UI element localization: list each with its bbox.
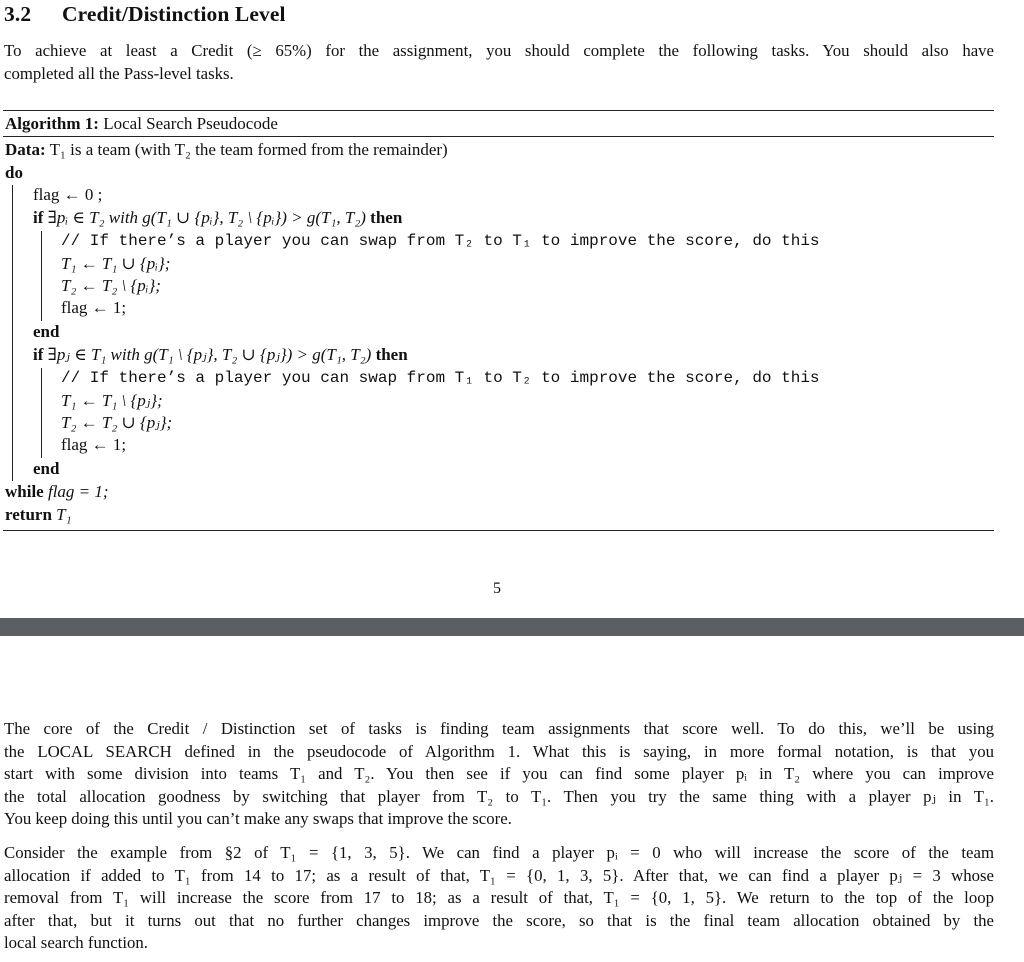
return-value: T₁ — [56, 505, 72, 524]
algorithm-box — [3, 110, 994, 531]
page-number: 5 — [493, 580, 501, 597]
if2-end: end — [33, 459, 60, 478]
if2-flag-set: flag ← 1; — [61, 435, 127, 454]
if1-stmt2: T₂ ← T₂ \ {pᵢ}; — [61, 276, 161, 295]
if1-end: end — [33, 322, 60, 341]
paragraph-line: The core of the Credit / Distinction set of tasks is finding team assignments that score well. To do this, we’ll be using — [4, 719, 994, 738]
paragraph-line: after that, but it turns out that no further changes improve the score, so that is the final team allocation obtained by the — [4, 910, 994, 930]
if-keyword: if — [33, 345, 44, 364]
paragraph-line: Consider the example from §2 of T₁ = {1, 3, 5}. We can find a player pᵢ = 0 who will increase the score of the team — [4, 843, 994, 862]
if1-block-rule — [41, 231, 42, 321]
if1-condition: ∃pᵢ ∈ T₂ with g(T₁ ∪ {pᵢ}, T₂ \ {pᵢ}) > g(T₁, T₂) — [47, 208, 366, 227]
if-keyword: if — [33, 208, 44, 227]
data-label: Data: — [5, 140, 46, 159]
then-keyword: then — [375, 345, 408, 364]
paragraph-line: local search function. — [4, 933, 148, 953]
if2-block-rule — [41, 368, 42, 458]
intro-paragraph — [4, 40, 994, 85]
if2-stmt1: T₁ ← T₁ \ {pⱼ}; — [61, 391, 163, 410]
do-block-rule — [12, 185, 13, 481]
if1-stmt1: T₁ ← T₁ ∪ {pᵢ}; — [61, 254, 171, 273]
intro-line: completed all the Pass-level tasks. — [4, 63, 234, 83]
algorithm-caption-title: Local Search Pseudocode — [103, 114, 278, 133]
do-keyword: do — [5, 163, 23, 182]
comment2-line: // If there’s a player you can swap from T₁ to T₂ to improve the score, do this — [61, 369, 820, 387]
if2-condition: ∃pⱼ ∈ T₁ with g(T₁ \ {pⱼ}, T₂ ∪ {pⱼ}) > g(T₁, T₂) — [47, 345, 372, 364]
algorithm-data-line — [5, 139, 448, 161]
caption-divider — [3, 136, 994, 137]
comment1-line: // If there’s a player you can swap from T₂ to T₁ to improve the score, do this — [61, 232, 820, 250]
paragraph-line: the total allocation goodness by switching that player from T₂ to T₁. Then you try the same thing with a player pⱼ in T₁. — [4, 786, 994, 806]
data-text: T₁ is a team (with T₂ the team formed from the remainder) — [49, 140, 448, 159]
paragraph-line: You keep doing this until you can’t make any swaps that improve the score. — [4, 809, 512, 829]
paragraph-line: start with some division into teams T₁ and T₂. You then see if you can find some player pᵢ in T₂ where you can improve — [4, 764, 994, 784]
paragraph-line: the LOCAL SEARCH defined in the pseudocode of Algorithm 1. What this is saying, in more formal notation, is that you — [4, 741, 994, 761]
paragraph-line: removal from T₁ will increase the score from 17 to 18; as a result of that, T₁ = {0, 1, 5}. We return to the top of the loop — [4, 888, 994, 908]
if2-line — [33, 344, 408, 366]
paragraph-line: allocation if added to T₁ from 14 to 17; as a result of that, T₁ = {0, 1, 3, 5}. After that, we can find a player pⱼ = 3 whose — [4, 865, 994, 885]
body-paragraph-2 — [4, 842, 994, 955]
if2-stmt2: T₂ ← T₂ ∪ {pⱼ}; — [61, 413, 173, 432]
section-number: 3.2 — [4, 2, 32, 26]
while-keyword: while — [5, 482, 44, 501]
page-lower — [0, 636, 1024, 962]
body-paragraph-1 — [4, 718, 994, 831]
return-keyword: return — [5, 505, 52, 524]
while-condition: flag = 1; — [47, 482, 109, 501]
flag-init-line: flag ← 0 ; — [33, 185, 103, 204]
section-heading — [4, 2, 286, 27]
algorithm-caption-label: Algorithm 1: — [5, 114, 99, 133]
page-separator — [0, 618, 1024, 636]
algorithm-caption — [5, 113, 278, 135]
while-line — [5, 481, 109, 503]
return-line — [5, 504, 72, 526]
if1-line — [33, 207, 402, 229]
intro-line: To achieve at least a Credit (≥ 65%) for the assignment, you should complete the following tasks. You should also have — [4, 41, 994, 60]
section-title: Credit/Distinction Level — [62, 2, 286, 26]
if1-flag-set: flag ← 1; — [61, 298, 127, 317]
then-keyword: then — [370, 208, 403, 227]
